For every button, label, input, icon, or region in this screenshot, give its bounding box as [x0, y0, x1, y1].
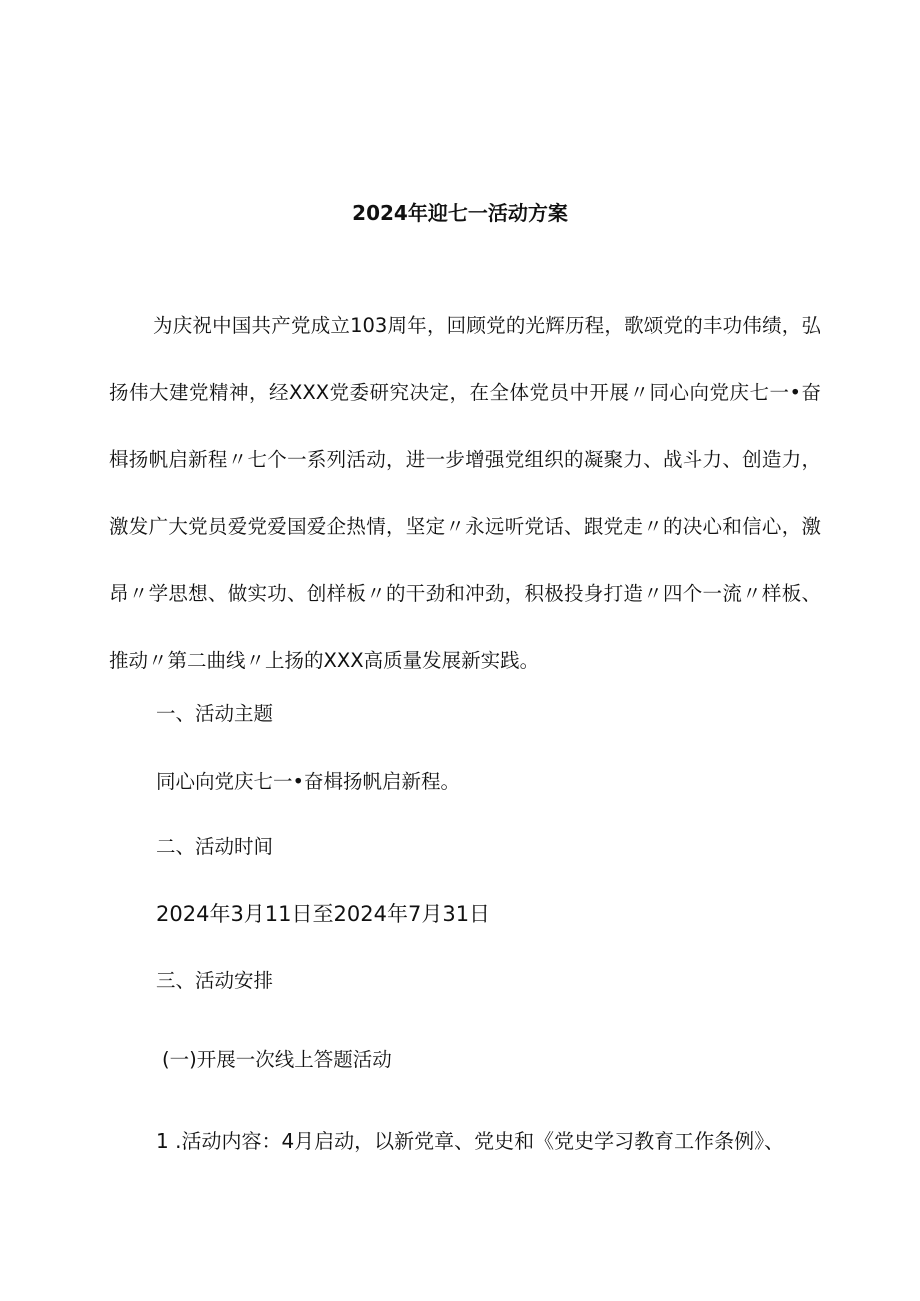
time-text: 2024年3月11日至2024年7月31日: [156, 902, 491, 926]
section-heading-time: 二、活动时间: [156, 835, 274, 858]
theme-text: 同心向党庆七一•奋楫扬帆启新程。: [156, 770, 461, 793]
intro-paragraph: 为庆祝中国共产党成立103周年，回顾党的光辉历程，歌颂党的丰功伟绩，弘扬伟大建党精神，经XXX党委研究决定，在全体党员中开展〃同心向党庆七一•奋楫扬帆启新程〃七个一系列活动，进一步增强党组织的凝聚力、战斗力、创造力，激发广大党员爱党爱国爱企热情，坚定〃永远听党话、跟党走〃的决心和信心，激昂〃学思想、做实功、创样板〃的干劲和冲劲，积极投身打造〃四个一流〃样板、推动〃第二曲线〃上扬的XXX高质量发展新实践。: [109, 314, 821, 672]
item-activity-content: 1 .活动内容：4月启动，以新党章、党史和《党史学习教育工作条例》、: [156, 1129, 785, 1153]
section-heading-arrangement: 三、活动安排: [156, 969, 274, 992]
subsection-heading-quiz: (一)开展一次线上答题活动: [162, 1048, 392, 1071]
document-title: 2024年迎七一活动方案: [352, 201, 568, 225]
section-heading-theme: 一、活动主题: [156, 702, 274, 725]
